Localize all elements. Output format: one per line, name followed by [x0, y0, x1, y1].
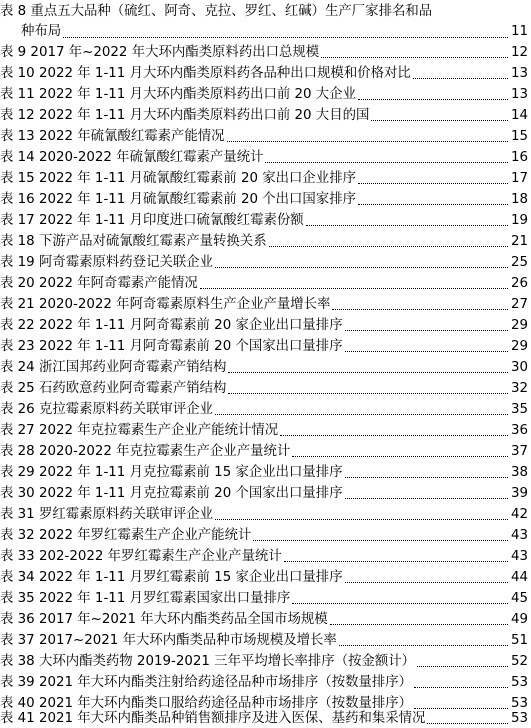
toc-entry-label: 表 25 石药欧意药业阿奇霉素产销结构 — [0, 381, 227, 396]
toc-entry[interactable] — [0, 84, 528, 104]
dot-leader — [371, 119, 508, 121]
toc-entry[interactable] — [0, 462, 528, 482]
dot-leader — [427, 722, 508, 724]
toc-entry-label: 表 33 202-2022 年罗红霉素生产企业产量统计 — [0, 549, 282, 564]
toc-entry-page: 29 — [510, 318, 528, 333]
toc-entry[interactable] — [0, 420, 528, 440]
dot-leader — [228, 371, 508, 373]
dot-leader — [417, 665, 508, 667]
toc-entry-label: 表 22 2022 年 1-11 月阿奇霉素前 20 家企业出口量排序 — [0, 318, 343, 333]
toc-entry-page: 32 — [510, 381, 528, 396]
dot-leader — [345, 329, 508, 331]
toc-entry[interactable] — [0, 567, 528, 587]
toc-entry[interactable] — [0, 2, 528, 42]
toc-entry[interactable] — [0, 483, 528, 503]
toc-entry-page: 43 — [510, 528, 528, 543]
toc-entry[interactable] — [0, 63, 528, 83]
toc-entry-page: 43 — [510, 549, 528, 564]
toc-entry-page: 26 — [510, 276, 528, 291]
toc-entry-label: 表 29 2022 年 1-11 月克拉霉素前 15 家企业出口量排序 — [0, 465, 343, 480]
dot-leader — [63, 36, 508, 38]
toc-entry[interactable] — [0, 609, 528, 629]
toc-entry-label: 表 34 2022 年 1-11 月罗红霉素前 15 家企业出口量排序 — [0, 570, 343, 585]
dot-leader — [321, 56, 508, 58]
toc-entry-label: 表 39 2021 年大环内酯类注射给药途径品种市场排序（按数量排序） — [0, 675, 413, 690]
toc-entry-label: 表 10 2022 年 1-11 月大环内酯类原料药各品种出口规模和价格对比 — [0, 66, 411, 81]
toc-entry-page: 16 — [510, 150, 528, 165]
toc-entry-label: 表 31 罗红霉素原料药关联审评企业 — [0, 507, 214, 522]
toc-entry[interactable] — [0, 651, 528, 671]
toc-entry[interactable] — [0, 252, 528, 272]
dot-leader — [292, 455, 508, 457]
toc-entry-page: 27 — [510, 297, 528, 312]
toc-entry-page: 30 — [510, 360, 528, 375]
toc-entry-page: 18 — [510, 192, 528, 207]
toc-entry-label: 表 19 阿奇霉素原料药登记关联企业 — [0, 255, 214, 270]
toc-entry-label: 表 30 2022 年 1-11 月克拉霉素前 20 个国家出口量排序 — [0, 486, 343, 501]
toc-entry[interactable] — [0, 525, 528, 545]
toc-entry-label: 表 35 2022 年 1-11 月罗红霉素国家出口量排序 — [0, 591, 291, 606]
toc-entry[interactable] — [0, 399, 528, 419]
toc-entry[interactable] — [0, 147, 528, 167]
dot-leader — [280, 434, 508, 436]
dot-leader — [284, 560, 508, 562]
toc-entry-page: 17 — [510, 171, 528, 186]
toc-entry[interactable] — [0, 231, 528, 251]
dot-leader — [265, 161, 507, 163]
dot-leader — [345, 497, 508, 499]
toc-entry-label: 表 28 2020-2022 年克拉霉素生产企业产量统计 — [0, 444, 291, 459]
dot-leader — [228, 392, 508, 394]
toc-entry-page: 15 — [510, 129, 528, 144]
toc-entry-page: 12 — [510, 45, 528, 60]
toc-entry[interactable] — [0, 672, 528, 692]
toc-entry-label: 表 18 下游产品对硫氰酸红霉素产量转换关系 — [0, 234, 267, 249]
dot-leader — [332, 308, 508, 310]
toc-entry[interactable] — [0, 105, 528, 125]
dot-leader — [413, 77, 508, 79]
toc-entry-page: 53 — [510, 696, 528, 711]
toc-entry-label: 表 17 2022 年 1-11 月印度进口硫氰酸红霉素份额 — [0, 213, 304, 228]
toc-entry-page: 14 — [510, 108, 528, 123]
toc-entry[interactable] — [0, 357, 528, 377]
toc-entry[interactable] — [0, 210, 528, 230]
toc-entry[interactable] — [0, 708, 528, 728]
toc-entry-page: 53 — [510, 711, 528, 726]
dot-leader — [215, 518, 508, 520]
toc-entry[interactable] — [0, 441, 528, 461]
toc-entry-page: 13 — [510, 66, 528, 81]
toc-entry-label: 表 37 2017~2021 年大环内酯类品种市场规模及增长率 — [0, 633, 337, 648]
dot-leader — [345, 476, 508, 478]
dot-leader — [339, 644, 508, 646]
toc-entry[interactable] — [0, 126, 528, 146]
toc-entry-label: 表 14 2020-2022 年硫氰酸红霉素产量统计 — [0, 150, 264, 165]
toc-entry-label: 表 24 浙江国邦药业阿奇霉素产销结构 — [0, 360, 227, 375]
toc-entry-label: 表 8 重点五大品种（硫红、阿奇、克拉、罗红、红碱）生产厂家排名和品 — [0, 4, 433, 19]
toc-entry-page: 39 — [510, 486, 528, 501]
toc-entry-label: 表 12 2022 年 1-11 月大环内酯类原料药出口前 20 大目的国 — [0, 108, 370, 123]
toc-entry-page: 35 — [510, 402, 528, 417]
toc-entry-page: 11 — [510, 24, 528, 39]
toc-entry-page: 51 — [510, 633, 528, 648]
toc-entry-label: 表 32 2022 年罗红霉素生产企业产能统计 — [0, 528, 252, 543]
toc-entry[interactable] — [0, 294, 528, 314]
dot-leader — [200, 287, 508, 289]
toc-entry-label: 表 36 2017 年~2021 年大环内酯类药品全国市场规模 — [0, 612, 328, 627]
toc-entry-page: 21 — [510, 234, 528, 249]
dot-leader — [215, 266, 508, 268]
dot-leader — [227, 140, 508, 142]
toc-entry-page: 52 — [510, 654, 528, 669]
toc-entry-label: 表 38 大环内酯类药物 2019-2021 三年平均增长率排序（按金额计） — [0, 654, 416, 669]
toc-entry[interactable] — [0, 588, 528, 608]
toc-entry-page: 38 — [510, 465, 528, 480]
toc-entry[interactable] — [0, 168, 528, 188]
toc-entry-page: 13 — [510, 87, 528, 102]
dot-leader — [215, 413, 508, 415]
toc-entry-label: 表 21 2020-2022 年阿奇霉素原料生产企业产量增长率 — [0, 297, 331, 312]
dot-leader — [358, 98, 508, 100]
toc-entry-label: 表 23 2022 年 1-11 月阿奇霉素前 20 个国家出口量排序 — [0, 339, 343, 354]
dot-leader — [253, 539, 508, 541]
toc-entry-label-cont: 种布局 — [21, 24, 62, 39]
toc-entry-page: 53 — [510, 675, 528, 690]
dot-leader — [292, 602, 508, 604]
toc-entry-label: 表 13 2022 年硫氰酸红霉素产能情况 — [0, 129, 225, 144]
toc-entry[interactable] — [0, 504, 528, 524]
dot-leader — [345, 350, 508, 352]
toc-entry-label: 表 26 克拉霉素原料药关联审评企业 — [0, 402, 214, 417]
toc-entry-page: 19 — [510, 213, 528, 228]
dot-leader — [358, 182, 508, 184]
toc-entry[interactable] — [0, 189, 528, 209]
toc-entry-page: 45 — [510, 591, 528, 606]
toc-entry[interactable] — [0, 546, 528, 566]
dot-leader — [358, 203, 508, 205]
toc-entry[interactable] — [0, 273, 528, 293]
toc-entry-label: 表 20 2022 年阿奇霉素产能情况 — [0, 276, 198, 291]
toc-entry-label: 表 15 2022 年 1-11 月硫氰酸红霉素前 20 家出口企业排序 — [0, 171, 356, 186]
toc-entry-page: 25 — [510, 255, 528, 270]
dot-leader — [345, 581, 508, 583]
toc-entry-page: 44 — [510, 570, 528, 585]
toc-entry-label: 表 27 2022 年克拉霉素生产企业产能统计情况 — [0, 423, 279, 438]
toc-entry-page: 29 — [510, 339, 528, 354]
toc-entry[interactable] — [0, 630, 528, 650]
toc-entry[interactable] — [0, 42, 528, 62]
dot-leader — [269, 245, 508, 247]
toc-entry-label: 表 41 2021 年大环内酯类品种销售额排序及进入医保、基药和集采情况 — [0, 711, 426, 726]
dot-leader — [306, 224, 508, 226]
toc-entry[interactable] — [0, 378, 528, 398]
toc-entry[interactable] — [0, 336, 528, 356]
toc-entry-label: 表 11 2022 年 1-11 月大环内酯类原料药出口前 20 大企业 — [0, 87, 356, 102]
toc-entry[interactable] — [0, 315, 528, 335]
toc-entry-label: 表 16 2022 年 1-11 月硫氰酸红霉素前 20 个出口国家排序 — [0, 192, 356, 207]
toc-entry-page: 42 — [510, 507, 528, 522]
toc-entry-page: 49 — [510, 612, 528, 627]
dot-leader — [414, 686, 508, 688]
toc-entry-label: 表 9 2017 年~2022 年大环内酯类原料药出口总规模 — [0, 45, 320, 60]
dot-leader — [330, 623, 508, 625]
toc-entry-page: 37 — [510, 444, 528, 459]
toc-entry-label: 表 40 2021 年大环内酯类口服给药途径品种市场排序（按数量排序） — [0, 696, 413, 711]
toc-entry-page: 36 — [510, 423, 528, 438]
